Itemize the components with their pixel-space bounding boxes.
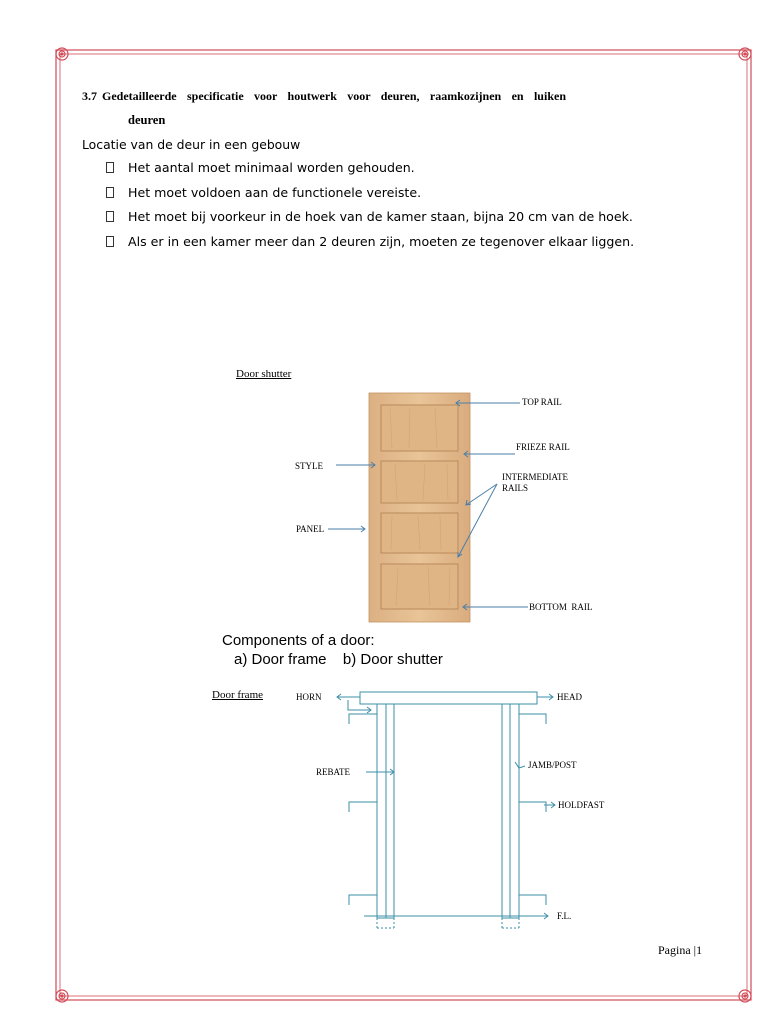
door-frame-figure <box>280 685 610 935</box>
bullet-box-icon <box>106 162 114 173</box>
door-panel <box>381 461 458 503</box>
list-item-text: Het aantal moet minimaal worden gehouden. <box>128 160 415 175</box>
label-rails: RAILS <box>502 483 529 493</box>
components-title: Components of a door: <box>222 632 375 649</box>
section-title: Gedetailleerde specificatie voor houtwerk voor deuren, raamkozijnen en luiken <box>102 89 566 103</box>
door-panel <box>381 564 458 609</box>
shutter-figure-caption: Door shutter <box>236 368 292 380</box>
holdfast-right <box>519 895 546 905</box>
holdfast-left <box>349 895 377 905</box>
bullet-list <box>106 160 634 258</box>
list-item <box>106 234 634 259</box>
list-item <box>106 209 634 234</box>
label-jamb-post: JAMB/POST <box>528 760 577 770</box>
label-frieze-rail: FRIEZE RAIL <box>516 442 570 452</box>
intro-text: Locatie van de deur in een gebouw <box>82 137 301 152</box>
label-intermediate: INTERMEDIATE <box>502 472 568 482</box>
holdfast-left <box>349 802 377 812</box>
section-subtitle: deuren <box>128 113 166 127</box>
list-item <box>106 185 634 210</box>
holdfast-left <box>349 714 377 724</box>
door-shutter-figure <box>270 388 610 628</box>
section-number: 3.7 <box>82 89 97 103</box>
label-panel: PANEL <box>296 524 325 534</box>
frame-head <box>360 692 537 704</box>
list-item-text: Het moet bij voorkeur in de hoek van de kamer staan, bijna 20 cm van de hoek. <box>128 209 633 224</box>
holdfast-right <box>519 802 546 812</box>
frame-figure-caption: Door frame <box>212 689 264 701</box>
label-holdfast: HOLDFAST <box>558 800 605 810</box>
door-panel <box>381 513 458 553</box>
page-number: Pagina |1 <box>658 943 703 957</box>
door-panel <box>381 405 458 451</box>
component-item-b: b) Door shutter <box>342 651 443 668</box>
label-horn: HORN <box>296 692 322 702</box>
label-top-rail: TOP RAIL <box>522 397 562 407</box>
bullet-box-icon <box>106 211 114 222</box>
components-items <box>234 651 443 669</box>
list-item-text: Als er in een kamer meer dan 2 deuren zijn, moeten ze tegenover elkaar liggen. <box>128 233 635 249</box>
list-item-text: Het moet voldoen aan de functionele vereiste. <box>128 184 422 200</box>
label-floor-level: F.L. <box>557 911 572 921</box>
label-rebate: REBATE <box>316 767 351 777</box>
list-item <box>106 160 634 185</box>
bullet-box-icon <box>106 187 114 198</box>
component-item-a: a) Door frame <box>234 651 327 668</box>
holdfast-right <box>519 714 546 724</box>
label-style: STYLE <box>295 461 323 471</box>
label-head: HEAD <box>557 692 582 702</box>
bullet-box-icon <box>106 236 114 247</box>
label-bottom-rail: BOTTOM RAIL <box>529 602 593 612</box>
